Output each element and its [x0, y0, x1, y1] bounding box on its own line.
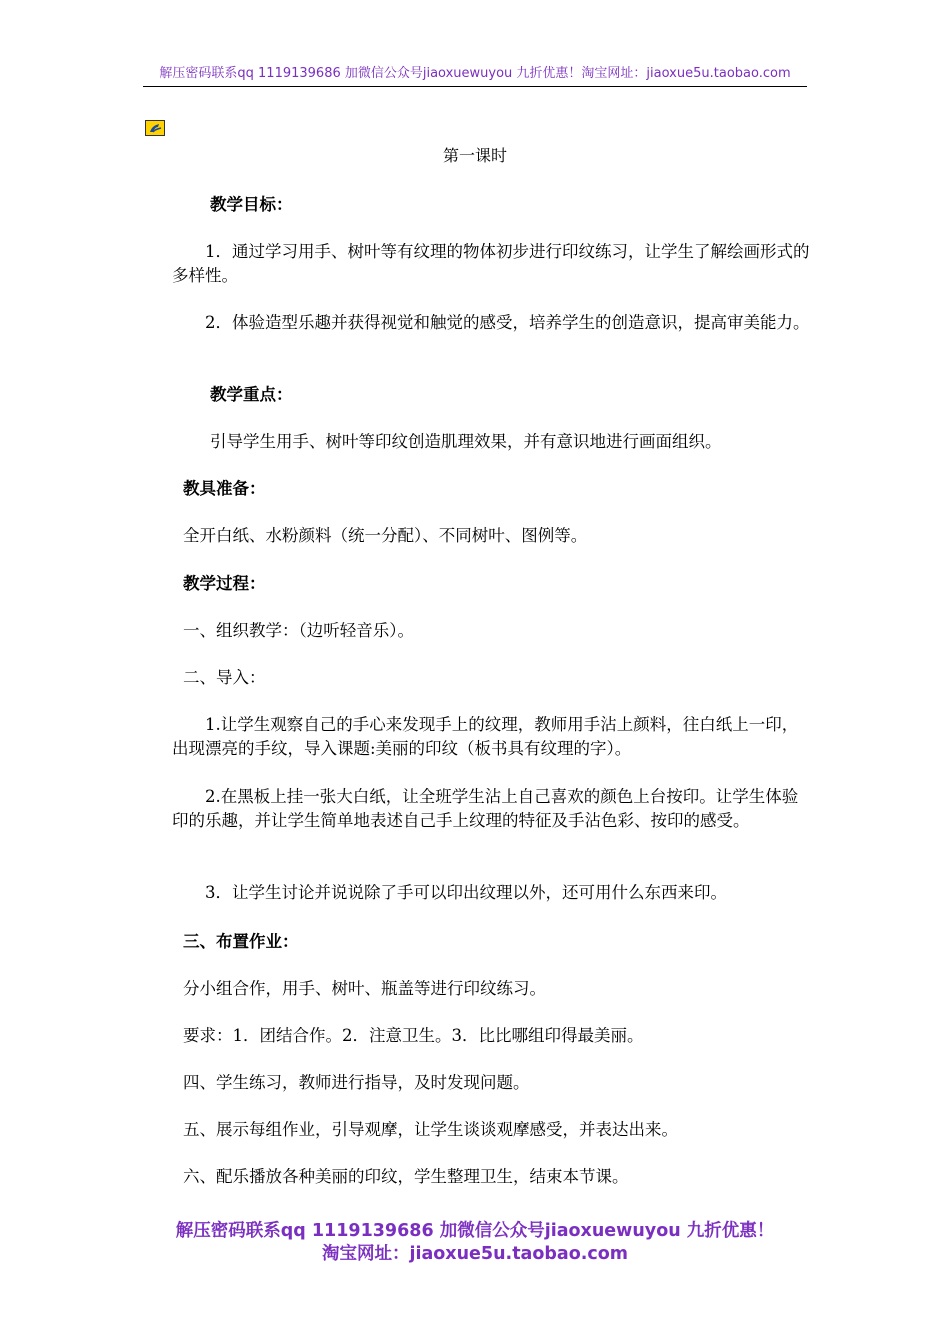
step-3-text: 分小组合作，用手、树叶、瓶盖等进行印纹练习。 — [183, 979, 546, 998]
prep-text: 全开白纸、水粉颜料（统一分配）、不同树叶、图例等。 — [183, 526, 588, 545]
page-title: 第一课时 — [442, 146, 507, 165]
focus-text: 引导学生用手、树叶等印纹创造肌理效果，并有意识地进行画面组织。 — [210, 432, 722, 451]
step-2-1: 1.让学生观察自己的手心来发现手上的纹理，教师用手沾上颜料，往白纸上一印，出现漂亮的手纹，导入课题:美丽的印纹（板书具有纹理的字）。 — [172, 715, 799, 758]
prep-heading: 教具准备： — [183, 479, 266, 498]
step-2: 二、导入： — [183, 668, 266, 687]
footer-line-2: 淘宝网址：jiaoxue5u.taobao.com — [321, 1244, 629, 1264]
page-header-watermark: 解压密码联系qq 1119139686 加微信公众号jiaoxuewuyou 九折优惠！淘宝网址：jiaoxue5u.taobao.com — [143, 64, 807, 87]
process-heading: 教学过程： — [183, 574, 266, 593]
goal-1: 1．通过学习用手、树叶等有纹理的物体初步进行印纹练习，让学生了解绘画形式的多样性。 — [172, 242, 810, 285]
footer-line-1: 解压密码联系qq 1119139686 加微信公众号jiaoxuewuyou 九折优惠！ — [175, 1221, 775, 1241]
focus-heading: 教学重点： — [210, 385, 293, 404]
step-6: 六、配乐播放各种美丽的印纹，学生整理卫生，结束本节课。 — [183, 1167, 629, 1186]
document-marker-icon — [145, 120, 165, 136]
step-3: 三、布置作业： — [183, 932, 299, 951]
step-4: 四、学生练习，教师进行指导，及时发现问题。 — [183, 1073, 530, 1092]
step-3-requirements: 要求：1．团结合作。2．注意卫生。3．比比哪组印得最美丽。 — [183, 1026, 644, 1045]
step-5: 五、展示每组作业，引导观摩，让学生谈谈观摩感受，并表达出来。 — [183, 1120, 678, 1139]
step-2-3: 3．让学生讨论并说说除了手可以印出纹理以外，还可用什么东西来印。 — [205, 883, 727, 902]
goal-2: 2．体验造型乐趣并获得视觉和触觉的感受，培养学生的创造意识，提高审美能力。 — [205, 313, 810, 332]
goals-heading: 教学目标： — [210, 195, 293, 214]
step-2-2: 2.在黑板上挂一张大白纸，让全班学生沾上自己喜欢的颜色上台按印。让学生体验印的乐趣，并让学生简单地表述自己手上纹理的特征及手沾色彩、按印的感受。 — [172, 787, 799, 830]
step-1: 一、组织教学：（边听轻音乐）。 — [183, 621, 414, 640]
